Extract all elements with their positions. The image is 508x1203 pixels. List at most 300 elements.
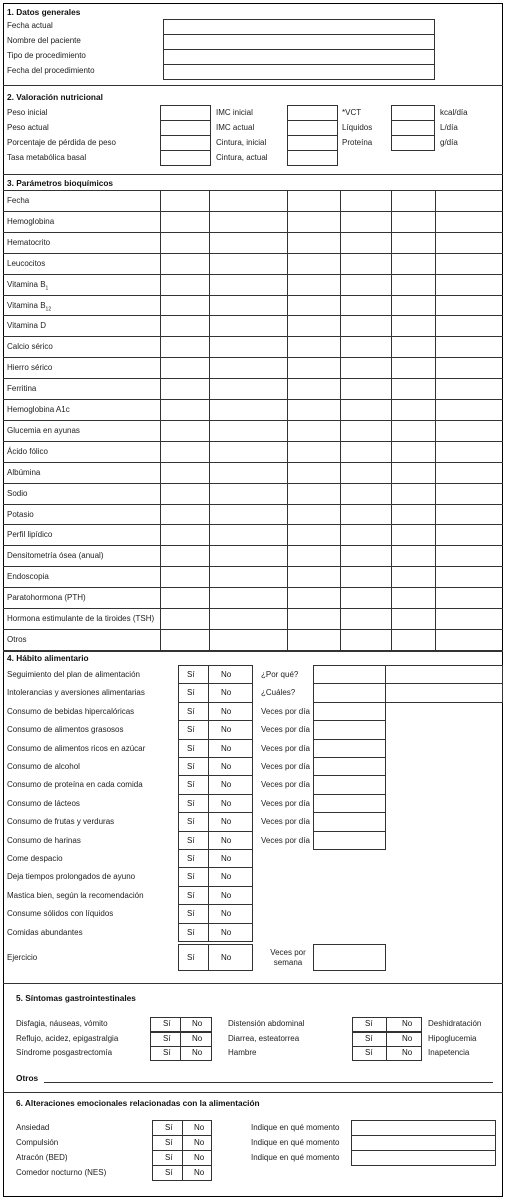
biochem-cell[interactable] (392, 442, 434, 461)
no-label: No (221, 890, 232, 900)
biochem-cell[interactable] (288, 609, 339, 628)
biochem-row-label: Potasio (7, 509, 34, 519)
times-per-day-field[interactable] (313, 720, 386, 739)
habit-label: Consumo de alcohol (7, 762, 80, 771)
times-per-day-label: Veces por día (261, 780, 310, 790)
biochem-cell[interactable] (392, 191, 434, 210)
biochem-row-label: Hematocrito (7, 237, 51, 247)
no-label: No (192, 1034, 203, 1043)
si-label: Sí (187, 927, 195, 937)
times-per-day-field[interactable] (313, 812, 386, 831)
biochem-cell[interactable] (161, 337, 208, 356)
biochem-cell[interactable] (392, 275, 434, 294)
si-label: Sí (165, 1168, 173, 1177)
biochem-cell[interactable] (341, 400, 390, 419)
biochem-cell[interactable] (436, 379, 502, 398)
biochem-row-label: Densitometría ósea (anual) (7, 551, 104, 561)
times-per-week-field[interactable] (313, 944, 386, 971)
nutrition-label: Peso inicial (7, 108, 48, 117)
biochem-cell[interactable] (436, 442, 502, 461)
nutrition-label: Proteína (342, 138, 373, 147)
symptom-label: Diarrea, esteatorrea (228, 1034, 300, 1043)
symptom-label: Deshidratación (428, 1019, 482, 1028)
biochem-cell[interactable] (161, 505, 208, 524)
biochem-cell[interactable] (161, 525, 208, 544)
times-per-day-label: Veces por día (261, 817, 310, 827)
si-label: Sí (165, 1138, 173, 1147)
biochem-cell[interactable] (436, 191, 502, 210)
biochem-cell[interactable] (341, 442, 390, 461)
nutrition-label: Cintura, actual (216, 153, 268, 162)
biochem-cell[interactable] (341, 484, 390, 503)
times-per-day-label: Veces por día (261, 835, 310, 845)
biochem-cell[interactable] (288, 254, 339, 273)
no-label: No (192, 1048, 203, 1057)
unit-label: kcal/día (440, 108, 468, 117)
biochem-cell[interactable] (436, 609, 502, 628)
biochem-cell[interactable] (161, 254, 208, 273)
si-label: Sí (365, 1019, 373, 1028)
biochem-row-label: Vitamina $B_{12}$ (7, 300, 52, 313)
habit-label: Comidas abundantes (7, 927, 83, 937)
biochem-cell[interactable] (436, 630, 502, 649)
biochem-cell[interactable] (436, 212, 502, 231)
biochem-cell[interactable] (392, 525, 434, 544)
biochem-cell[interactable] (341, 567, 390, 586)
biochem-cell[interactable] (161, 463, 208, 482)
biochem-cell[interactable] (288, 630, 339, 649)
no-label: No (221, 872, 232, 882)
symptom-label: Reflujo, acidez, epigastralgia (16, 1034, 119, 1043)
biochem-row-label: Vitamina D (7, 321, 46, 331)
no-label: No (194, 1138, 205, 1147)
biochem-cell[interactable] (436, 358, 502, 377)
biochem-cell[interactable] (341, 254, 390, 273)
nutrition-input-field[interactable] (287, 105, 338, 121)
biochem-cell[interactable] (288, 191, 339, 210)
biochem-cell[interactable] (210, 505, 286, 524)
nutrition-label: Cintura, inicial (216, 138, 267, 147)
biochem-cell[interactable] (392, 546, 434, 565)
habit-label: Consumo de bebidas hipercalóricas (7, 706, 135, 716)
which-input-field[interactable] (385, 683, 503, 702)
nutrition-label: Líquidos (342, 123, 373, 132)
biochem-cell[interactable] (392, 421, 434, 440)
biochem-cell[interactable] (436, 546, 502, 565)
biochem-cell[interactable] (210, 233, 286, 252)
biochem-cell[interactable] (288, 379, 339, 398)
biochem-cell[interactable] (288, 546, 339, 565)
nutrition-label: Tasa metabólica basal (7, 153, 87, 162)
biochem-cell[interactable] (341, 505, 390, 524)
why-input-field[interactable] (313, 665, 386, 684)
times-per-day-field[interactable] (313, 794, 386, 813)
subscript: 1 (45, 285, 49, 292)
biochem-cell[interactable] (341, 588, 390, 607)
biochem-cell[interactable] (392, 212, 434, 231)
nutrition-input-field[interactable] (160, 135, 211, 151)
no-label: No (221, 817, 232, 827)
biochem-cell[interactable] (210, 337, 286, 356)
biochem-cell[interactable] (210, 463, 286, 482)
divider (3, 85, 503, 86)
habit-label: Come despacio (7, 854, 63, 863)
indicate-moment-label: Indique en qué momento (251, 1153, 340, 1162)
biochem-cell[interactable] (436, 296, 502, 315)
biochem-cell[interactable] (210, 567, 286, 586)
biochem-cell[interactable] (288, 316, 339, 335)
subscript: 12 (45, 306, 52, 313)
biochem-cell[interactable] (288, 505, 339, 524)
biochem-cell[interactable] (161, 609, 208, 628)
biochem-cell[interactable] (341, 421, 390, 440)
habit-label: Intolerancias y aversiones alimentarias (7, 688, 145, 698)
biochem-cell[interactable] (210, 609, 286, 628)
symptom-label: Hipoglucemia (428, 1034, 477, 1043)
habit-label: Consumo de proteína en cada comida (7, 780, 143, 790)
biochem-cell[interactable] (392, 296, 434, 315)
biochem-cell[interactable] (341, 233, 390, 252)
biochem-row-label: Hemoglobina A1c (7, 405, 70, 414)
biochem-cell[interactable] (161, 567, 208, 586)
other-symptoms-line[interactable] (44, 1082, 493, 1083)
biochem-cell[interactable] (161, 275, 208, 294)
si-label: Sí (187, 670, 195, 679)
general-label: Fecha actual (7, 21, 53, 30)
times-per-day-label: Veces por día (261, 743, 310, 753)
indicate-moment-label: Indique en qué momento (251, 1138, 340, 1147)
biochem-cell[interactable] (210, 421, 286, 440)
why-input-field[interactable] (385, 665, 503, 684)
nutrition-input-field[interactable] (287, 120, 338, 136)
biochem-cell[interactable] (288, 567, 339, 586)
biochem-cell[interactable] (161, 442, 208, 461)
section-6-title: 6. Alteraciones emocionales relacionadas con la alimentación (16, 1098, 260, 1108)
si-label: Sí (187, 743, 195, 753)
general-label: Nombre del paciente (7, 36, 81, 45)
biochem-cell[interactable] (392, 609, 434, 628)
times-per-day-field[interactable] (313, 831, 386, 850)
no-label: No (221, 688, 232, 698)
nutrition-input-field[interactable] (391, 120, 435, 136)
habit-label: Consumo de frutas y verduras (7, 817, 115, 827)
biochem-cell[interactable] (161, 191, 208, 210)
biochem-row-label: Hormona estimulante de la tiroides (TSH) (7, 614, 155, 623)
general-input-field[interactable] (163, 19, 435, 35)
biochem-cell[interactable] (161, 588, 208, 607)
biochem-cell[interactable] (341, 630, 390, 649)
habit-label: Seguimiento del plan de alimentación (7, 670, 140, 679)
biochem-cell[interactable] (436, 588, 502, 607)
biochem-cell[interactable] (210, 630, 286, 649)
no-label: No (221, 743, 232, 753)
why-label: ¿Por qué? (261, 670, 299, 679)
biochem-cell[interactable] (436, 484, 502, 503)
biochem-cell[interactable] (161, 358, 208, 377)
no-label: No (192, 1019, 203, 1028)
si-label: Sí (187, 835, 195, 845)
other-symptoms-label: Otros (16, 1073, 39, 1083)
divider (3, 651, 503, 652)
which-input-field[interactable] (313, 683, 386, 702)
nutrition-label: Porcentaje de pérdida de peso (7, 138, 116, 147)
biochem-cell[interactable] (392, 588, 434, 607)
section-4-title: 4. Hábito alimentario (7, 653, 89, 663)
si-label: Sí (163, 1019, 171, 1028)
biochem-cell[interactable] (288, 233, 339, 252)
biochem-cell[interactable] (436, 463, 502, 482)
nutrition-input-field[interactable] (160, 105, 211, 121)
times-per-day-label: Veces por día (261, 762, 310, 771)
biochem-cell[interactable] (210, 484, 286, 503)
nutrition-input-field[interactable] (391, 105, 435, 121)
si-label: Sí (365, 1048, 373, 1057)
no-label: No (221, 909, 232, 919)
biochem-cell[interactable] (341, 463, 390, 482)
biochem-cell[interactable] (288, 275, 339, 294)
section-5-title: 5. Síntomas gastrointestinales (16, 993, 136, 1003)
exercise-label: Ejercicio (7, 953, 38, 962)
nutrition-input-field[interactable] (391, 135, 435, 151)
biochem-cell[interactable] (341, 212, 390, 231)
times-per-day-label: Veces por día (261, 798, 310, 808)
habit-label: Consumo de alimentos ricos en azúcar (7, 743, 146, 753)
biochem-cell[interactable] (161, 379, 208, 398)
biochem-cell[interactable] (161, 400, 208, 419)
emotion-label: Atracón (BED) (16, 1153, 68, 1162)
biochem-cell[interactable] (392, 630, 434, 649)
nutrition-input-field[interactable] (287, 135, 338, 151)
biochem-cell[interactable] (288, 358, 339, 377)
biochem-cell[interactable] (341, 379, 390, 398)
biochem-cell[interactable] (210, 588, 286, 607)
biochem-cell[interactable] (161, 546, 208, 565)
which-label: ¿Cuáles? (261, 688, 296, 698)
biochem-cell[interactable] (210, 254, 286, 273)
biochem-cell[interactable] (210, 316, 286, 335)
habit-label: Consumo de harinas (7, 835, 81, 845)
biochem-cell[interactable] (436, 567, 502, 586)
no-label: No (194, 1153, 205, 1162)
biochem-cell[interactable] (392, 484, 434, 503)
biochem-cell[interactable] (392, 254, 434, 273)
biochem-cell[interactable] (210, 546, 286, 565)
biochem-cell[interactable] (436, 505, 502, 524)
general-label: Fecha del procedimiento (7, 66, 95, 75)
biochem-cell[interactable] (288, 525, 339, 544)
habit-label: Consumo de lácteos (7, 798, 80, 808)
biochem-cell[interactable] (341, 525, 390, 544)
biochem-row-label: Fecha (7, 196, 30, 205)
biochem-row-label: Ácido fólico (7, 446, 48, 456)
biochem-cell[interactable] (392, 337, 434, 356)
no-label: No (402, 1034, 413, 1043)
biochem-cell[interactable] (161, 296, 208, 315)
si-label: Sí (163, 1048, 171, 1057)
biochem-row-label: Sodio (7, 488, 28, 498)
biochem-cell[interactable] (341, 609, 390, 628)
biochem-cell[interactable] (392, 400, 434, 419)
times-per-day-field[interactable] (313, 702, 386, 721)
biochem-cell[interactable] (341, 316, 390, 335)
biochem-cell[interactable] (341, 191, 390, 210)
divider (3, 983, 503, 984)
biochem-cell[interactable] (436, 337, 502, 356)
biochem-cell[interactable] (210, 400, 286, 419)
si-label: Sí (187, 706, 195, 716)
biochem-cell[interactable] (341, 275, 390, 294)
unit-label: L/día (440, 123, 458, 132)
section-2-title: 2. Valoración nutricional (7, 92, 103, 102)
no-label: No (221, 953, 232, 962)
nutrition-label: IMC inicial (216, 108, 253, 117)
biochem-row-label: Hierro sérico (7, 363, 53, 373)
habit-label: Consumo de alimentos grasosos (7, 725, 124, 735)
general-input-field[interactable] (163, 34, 435, 50)
no-label: No (221, 762, 232, 771)
biochem-cell[interactable] (288, 484, 339, 503)
times-per-day-label: Veces por día (261, 706, 310, 716)
nutrition-label: IMC actual (216, 123, 255, 132)
biochem-row-label: Vitamina $B_1$ (7, 279, 49, 292)
si-label: Sí (187, 780, 195, 790)
general-label: Tipo de procedimiento (7, 51, 86, 60)
habit-label: Consume sólidos con líquidos (7, 909, 114, 919)
unit-label: g/día (440, 138, 458, 147)
moment-input-field[interactable] (351, 1150, 496, 1166)
si-label: Sí (187, 872, 195, 882)
biochem-cell[interactable] (210, 442, 286, 461)
divider (3, 174, 503, 175)
biochem-cell[interactable] (436, 525, 502, 544)
no-label: No (221, 725, 232, 735)
biochem-row-label: Albúmina (7, 467, 41, 477)
biochem-cell[interactable] (341, 296, 390, 315)
biochem-cell[interactable] (210, 296, 286, 315)
no-label: No (194, 1168, 205, 1177)
biochem-cell[interactable] (288, 588, 339, 607)
biochem-cell[interactable] (392, 567, 434, 586)
biochem-cell[interactable] (161, 421, 208, 440)
biochem-cell[interactable] (436, 275, 502, 294)
emotion-label: Ansiedad (16, 1123, 50, 1132)
times-per-week-label: Veces por semana (270, 948, 306, 967)
si-label: Sí (365, 1034, 373, 1043)
nutrition-input-field[interactable] (160, 120, 211, 136)
no-label: No (221, 706, 232, 716)
biochem-row-label: Otros (7, 634, 27, 644)
biochem-row-label: Ferritina (7, 384, 37, 394)
biochem-cell[interactable] (288, 463, 339, 482)
si-label: Sí (187, 798, 195, 808)
biochem-cell[interactable] (210, 358, 286, 377)
no-label: No (221, 780, 232, 790)
si-label: Sí (187, 854, 195, 863)
biochem-cell[interactable] (341, 337, 390, 356)
si-label: Sí (187, 762, 195, 771)
emotion-label: Comedor nocturno (NES) (16, 1168, 107, 1177)
biochem-cell[interactable] (288, 296, 339, 315)
no-label: No (402, 1048, 413, 1057)
biochem-cell[interactable] (392, 358, 434, 377)
section-3-title: 3. Parámetros bioquímicos (7, 178, 114, 188)
biochem-cell[interactable] (288, 400, 339, 419)
no-label: No (221, 854, 232, 863)
no-label: No (221, 835, 232, 845)
symptom-label: Hambre (228, 1048, 257, 1057)
biochem-cell[interactable] (210, 191, 286, 210)
habit-label: Deja tiempos prolongados de ayuno (7, 872, 136, 882)
biochem-cell[interactable] (392, 379, 434, 398)
no-label: No (221, 670, 232, 679)
biochem-cell[interactable] (341, 358, 390, 377)
biochem-cell[interactable] (210, 379, 286, 398)
biochem-cell[interactable] (392, 463, 434, 482)
biochem-cell[interactable] (210, 275, 286, 294)
biochem-cell[interactable] (161, 212, 208, 231)
nutrition-input-field[interactable] (160, 150, 211, 166)
biochem-cell[interactable] (392, 505, 434, 524)
biochem-cell[interactable] (210, 212, 286, 231)
biochem-row-label: Endoscopia (7, 572, 49, 582)
biochem-cell[interactable] (161, 484, 208, 503)
biochem-cell[interactable] (392, 316, 434, 335)
biochem-row-label: Leucocitos (7, 258, 46, 268)
biochem-cell[interactable] (288, 442, 339, 461)
no-label: No (402, 1019, 413, 1028)
biochem-cell[interactable] (161, 233, 208, 252)
biochem-row-label: Perfil lipídico (7, 530, 53, 540)
biochem-cell[interactable] (436, 233, 502, 252)
biochem-cell[interactable] (341, 546, 390, 565)
biochem-cell[interactable] (436, 254, 502, 273)
biochem-cell[interactable] (436, 316, 502, 335)
symptom-label: Distensión abdominal (228, 1019, 305, 1028)
habit-label: Mastica bien, según la recomendación (7, 890, 144, 900)
general-input-field[interactable] (163, 49, 435, 65)
si-label: Sí (187, 909, 195, 919)
biochem-cell[interactable] (288, 212, 339, 231)
biochem-cell[interactable] (288, 421, 339, 440)
symptom-label: Inapetencia (428, 1048, 470, 1057)
biochem-cell[interactable] (161, 630, 208, 649)
biochem-cell[interactable] (161, 316, 208, 335)
general-input-field[interactable] (163, 64, 435, 80)
biochem-cell[interactable] (436, 421, 502, 440)
times-per-day-field[interactable] (313, 739, 386, 758)
moment-input-field[interactable] (351, 1135, 496, 1151)
nutrition-input-field[interactable] (287, 150, 338, 166)
biochem-cell[interactable] (436, 400, 502, 419)
times-per-day-field[interactable] (313, 775, 386, 794)
biochem-row-label: Paratohormona (PTH) (7, 593, 86, 603)
symptom-label: Síndrome posgastrectomía (16, 1048, 113, 1057)
si-label: Sí (165, 1153, 173, 1162)
indicate-moment-label: Indique en qué momento (251, 1123, 340, 1132)
si-label: Sí (187, 688, 195, 698)
biochem-row-label: Calcio sérico (7, 342, 53, 352)
biochem-cell[interactable] (288, 337, 339, 356)
moment-input-field[interactable] (351, 1120, 496, 1136)
divider (3, 1092, 503, 1093)
symptom-label: Disfagia, náuseas, vómito (16, 1019, 108, 1028)
biochem-cell[interactable] (210, 525, 286, 544)
times-per-day-field[interactable] (313, 757, 386, 776)
si-label: Sí (187, 817, 195, 827)
nutrition-label: Peso actual (7, 123, 49, 132)
biochem-cell[interactable] (392, 233, 434, 252)
no-label: No (221, 798, 232, 808)
